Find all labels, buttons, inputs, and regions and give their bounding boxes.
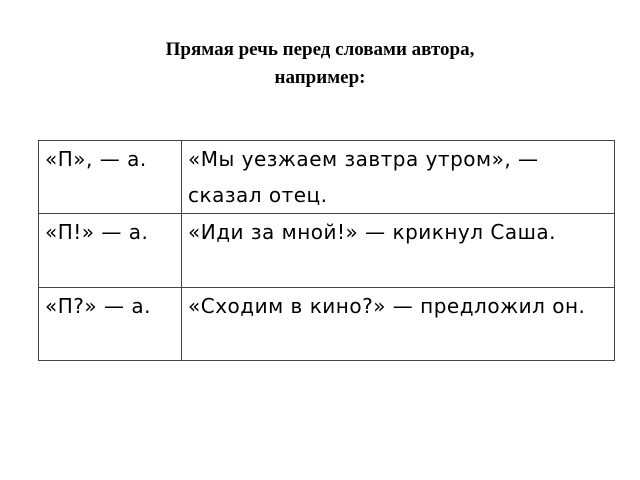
example-cell [182,141,615,214]
table-row [39,288,615,361]
table-row [39,141,615,214]
scheme-text: «П!» — а. [45,220,149,244]
example-cell [182,288,615,361]
example-text: «Иди за мной!» — крикнул Саша. [188,220,557,244]
scheme-cell [39,288,182,361]
example-cell [182,214,615,288]
scheme-text: «П», — а. [45,147,147,171]
example-text: «Сходим в кино?» — предложил он. [188,294,586,318]
scheme-cell [39,141,182,214]
scheme-cell [39,214,182,288]
scheme-text: «П?» — а. [45,294,151,318]
title-line-1: Прямая речь перед словами автора, [165,39,475,60]
example-text: «Мы уезжаем завтра утром», — сказал отец. [188,147,539,207]
page-title [0,36,640,92]
table-row [39,214,615,288]
title-line-2: например: [274,67,366,88]
speech-patterns-table [38,140,615,361]
